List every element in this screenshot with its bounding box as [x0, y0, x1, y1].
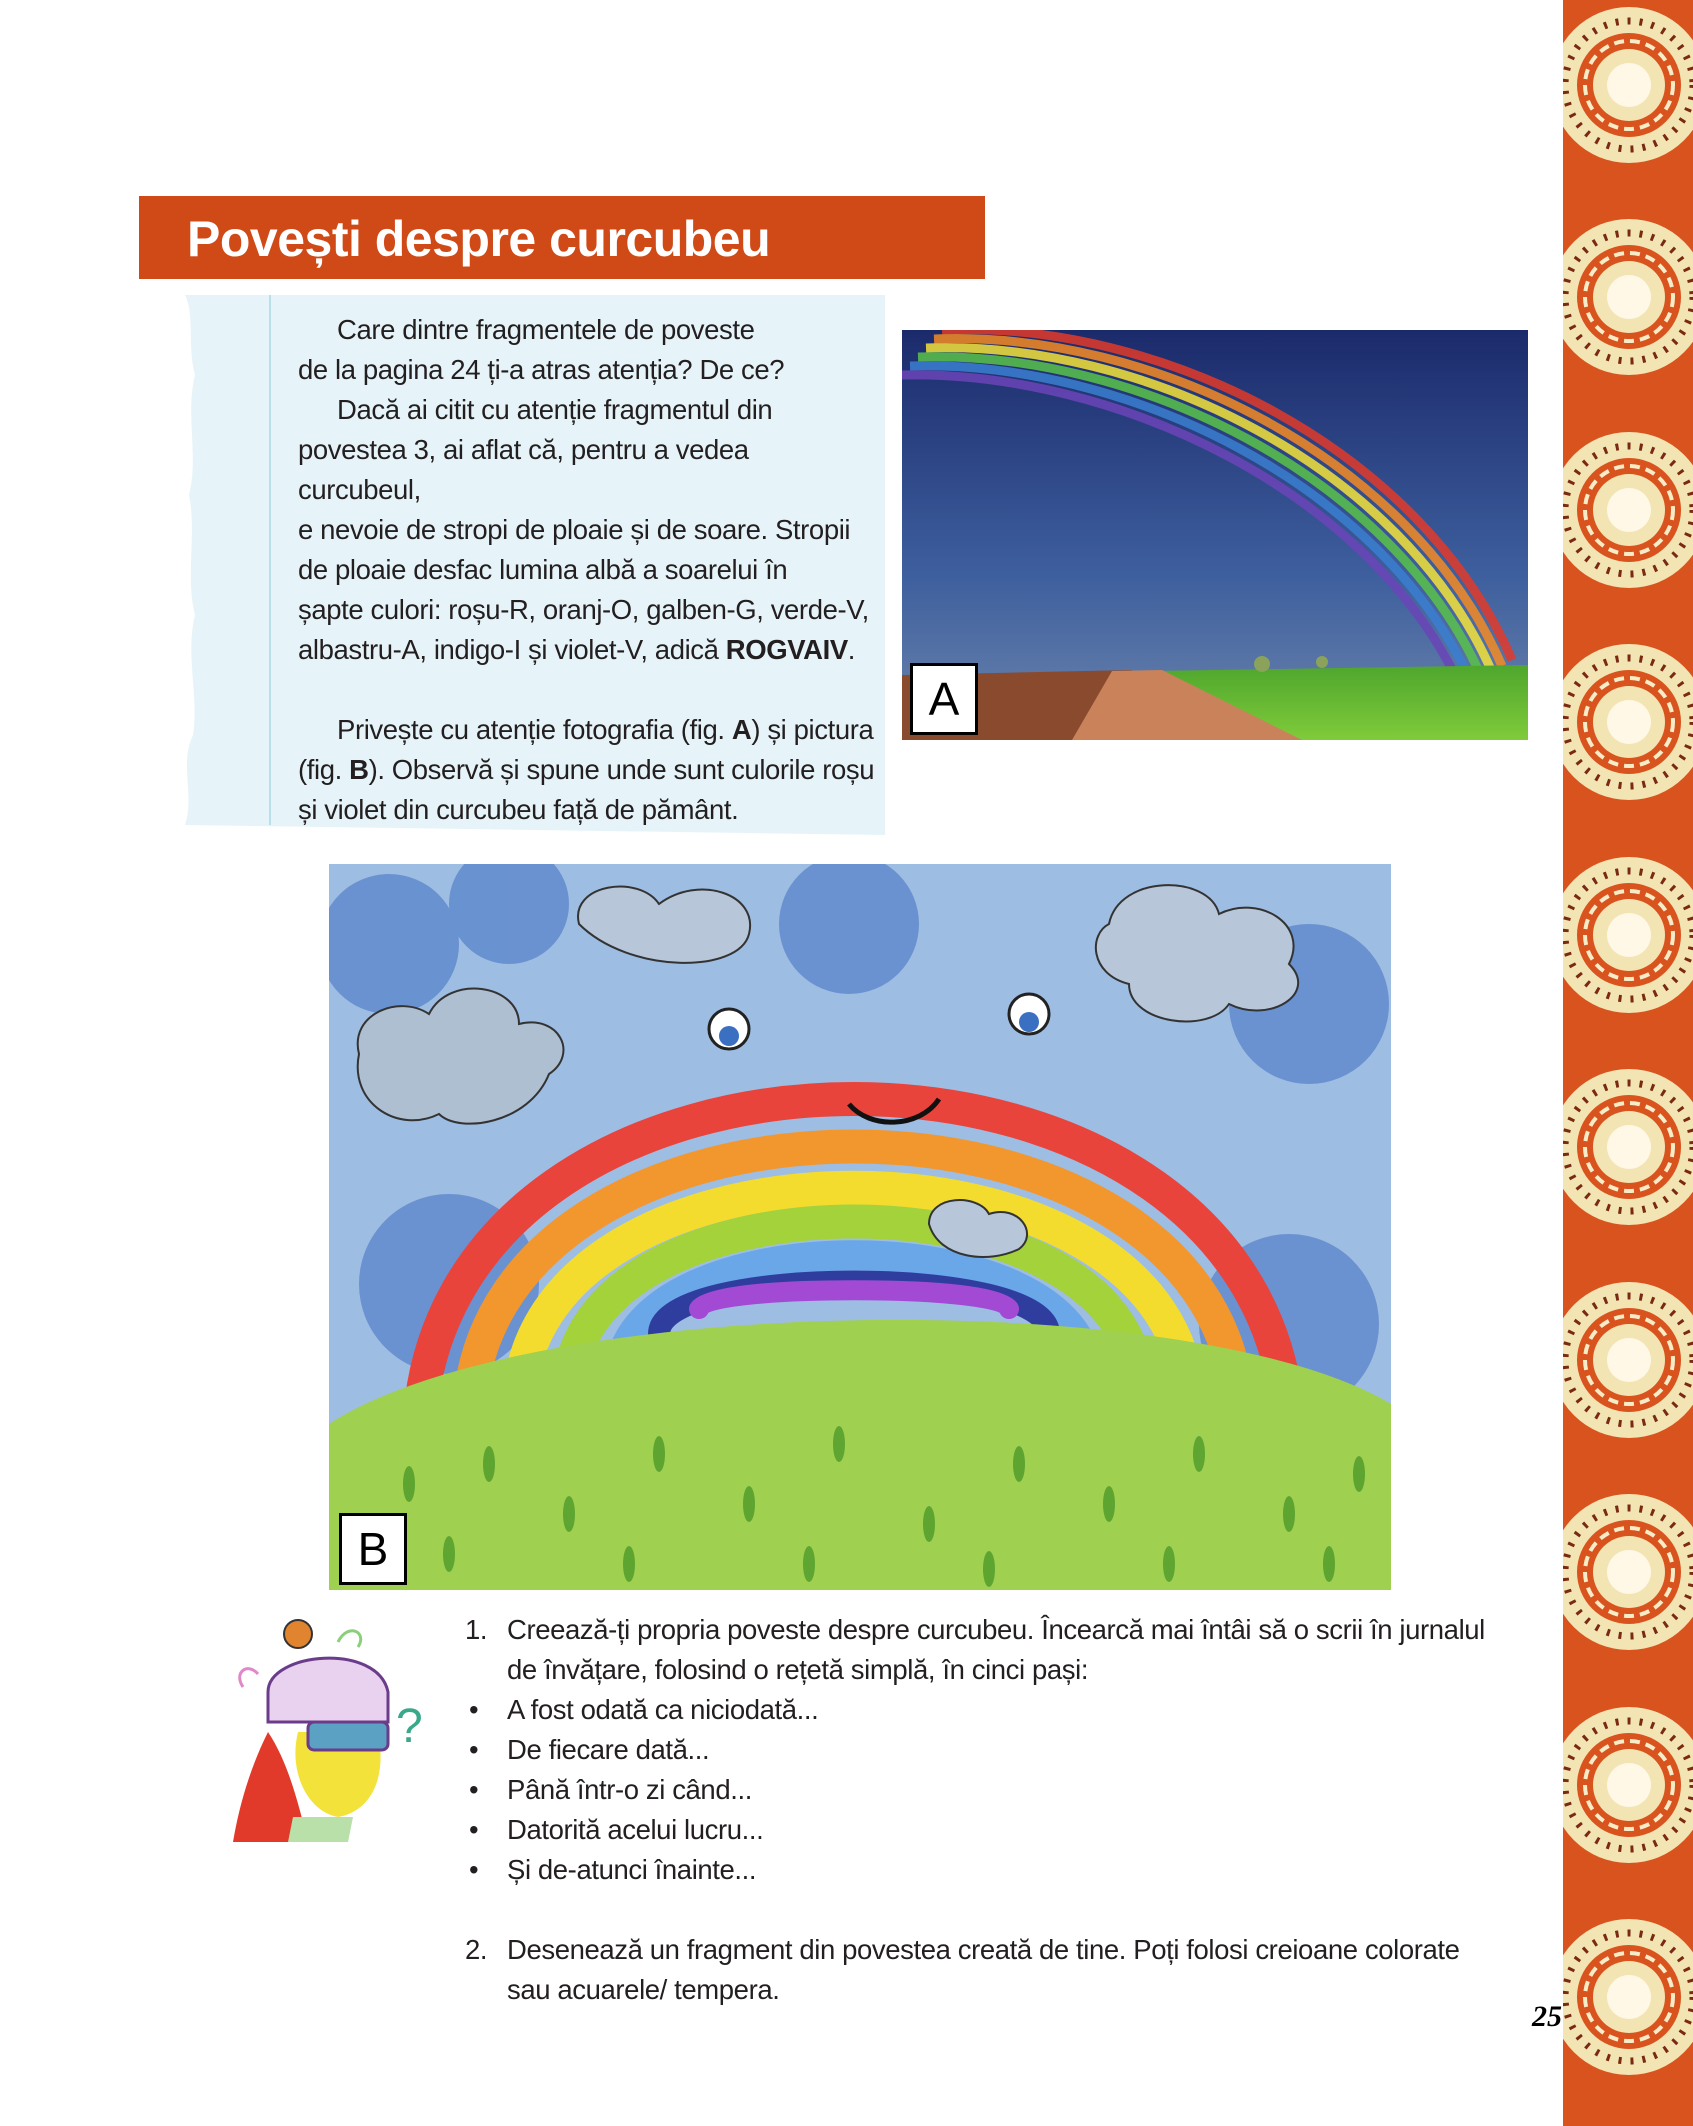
title-bar	[139, 196, 985, 279]
intro-line: Dacă ai citit cu atenție fragmentul din	[337, 394, 773, 425]
text-span: (fig.	[298, 754, 350, 785]
intro-line: e nevoie de stropi de ploaie și de soare. Stropii	[298, 514, 851, 545]
thinking-kid-illustration	[228, 1612, 438, 1847]
step-text: Până într-o zi când...	[507, 1774, 752, 1805]
bullet: •	[469, 1694, 479, 1725]
intro-line	[298, 750, 878, 790]
rainbow-photo	[902, 330, 1528, 740]
task-text: Desenează un fragment din povestea creată de tine. Poți folosi creioane colorate	[507, 1934, 1460, 1965]
task-text: sau acuarele/ tempera.	[507, 1974, 780, 2005]
bullet: •	[469, 1854, 479, 1885]
text-span: ). Observă și spune unde sunt culorile roșu	[368, 754, 875, 785]
text-span: ) și pictura	[751, 714, 874, 745]
list-item	[465, 1730, 1495, 1770]
task-text: de învățare, folosind o rețetă simplă, în cinci pași:	[507, 1654, 1089, 1685]
intro-line: șapte culori: roșu-R, oranj-O, galben-G, verde-V,	[298, 594, 869, 625]
text-span: albastru-A, indigo-I și violet-V, adică	[298, 634, 726, 665]
list-item	[465, 1850, 1495, 1890]
step-text: Și de-atunci înainte...	[507, 1854, 757, 1885]
list-item	[465, 1810, 1495, 1850]
rogvaiv-bold: ROGVAIV	[725, 634, 848, 665]
task-number: 1.	[465, 1614, 488, 1645]
step-text: De fiecare dată...	[507, 1734, 710, 1765]
circle-pattern	[1563, 0, 1693, 2126]
bullet: •	[469, 1774, 479, 1805]
intro-line	[298, 710, 878, 750]
text-span: .	[847, 634, 856, 665]
task-1	[465, 1610, 1495, 1690]
intro-line	[298, 630, 878, 670]
page-title: Povești despre curcubeu	[187, 211, 771, 267]
rainbow-painting	[329, 864, 1391, 1590]
step-text: Datorită acelui lucru...	[507, 1814, 764, 1845]
intro-line: povestea 3, ai aflat că, pentru a vedea curcubeul,	[298, 434, 749, 505]
text-span: Privește cu atenție fotografia (fig.	[337, 714, 732, 745]
intro-text	[298, 310, 878, 830]
intro-line: și violet din curcubeu față de pământ.	[298, 794, 739, 825]
fig-ref-a: A	[731, 714, 752, 745]
tasks-list	[465, 1610, 1495, 2010]
list-item	[465, 1770, 1495, 1810]
figure-a-label: A	[910, 663, 978, 735]
intro-line: Care dintre fragmentele de poveste	[337, 314, 755, 345]
intro-line: de ploaie desfac lumina albă a soarelui în	[298, 554, 788, 585]
decorative-side-border	[1563, 0, 1693, 2126]
intro-line: de la pagina 24 ți-a atras atenția? De ce?	[298, 354, 785, 385]
figure-b-label: B	[339, 1513, 407, 1585]
bullet: •	[469, 1734, 479, 1765]
task-2	[465, 1930, 1495, 2010]
list-item	[465, 1690, 1495, 1730]
step-text: A fost odată ca niciodată...	[507, 1694, 819, 1725]
page-number: 25	[1532, 2000, 1562, 2033]
svg-text:?: ?	[396, 1700, 423, 1753]
fig-ref-b: B	[349, 754, 369, 785]
task-text: Creează-ți propria poveste despre curcubeu. Încearcă mai întâi să o scrii în jurnalul	[507, 1614, 1485, 1645]
task-number: 2.	[465, 1934, 488, 1965]
bullet: •	[469, 1814, 479, 1845]
